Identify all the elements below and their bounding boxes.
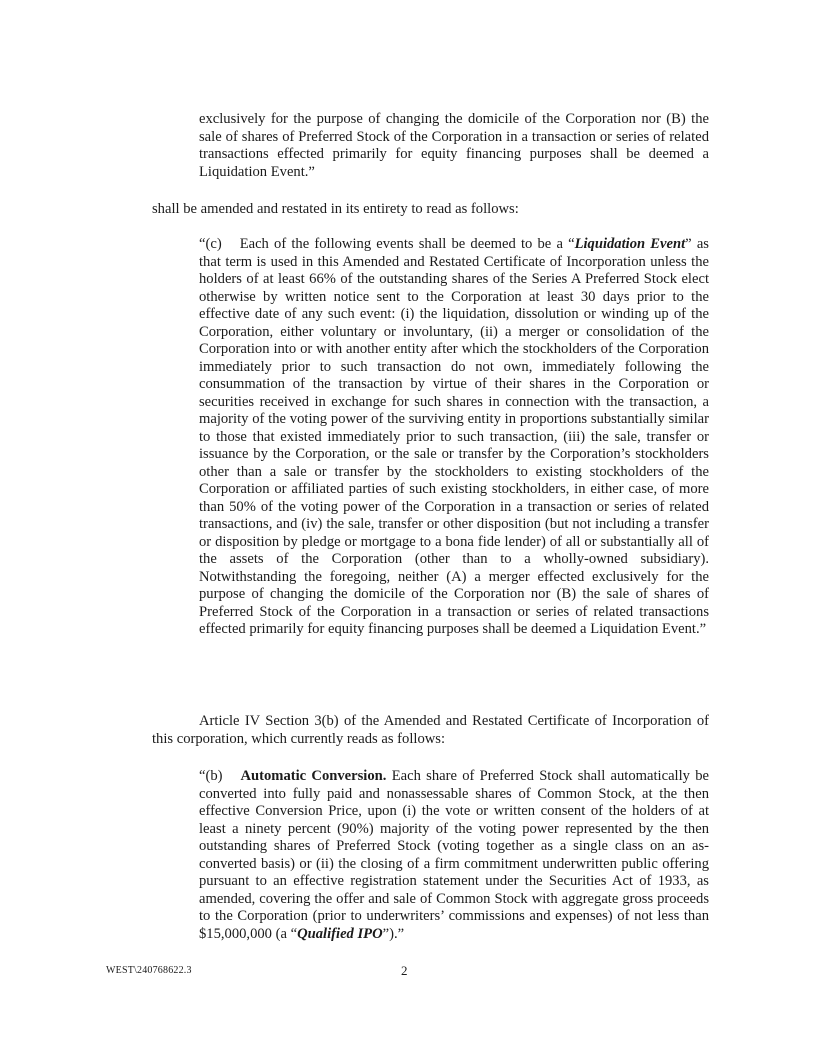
- paragraph-section-b: [199, 768, 709, 943]
- footer-document-id: WEST\240768622.3: [106, 965, 192, 976]
- section-c-marker: “(c): [199, 236, 222, 252]
- section-c-lead: Each of the following events shall be deemed to be a “: [239, 236, 575, 252]
- paragraph-continuation: exclusively for the purpose of changing the domicile of the Corporation nor (B) the sale of shares of Preferred Stock of the Corporation in a transaction or series of related transactions effected primarily for equity financing purposes shall be deemed a Liquidation Event.”: [199, 111, 709, 180]
- defined-term-liquidation-event: Liquidation Event: [574, 236, 686, 252]
- section-b-marker: “(b): [199, 768, 223, 784]
- footer-page-number: 2: [401, 963, 408, 978]
- paragraph-article-iv-intro: Article IV Section 3(b) of the Amended and Restated Certificate of Incorporation of this corporation, which currently reads as follows:: [152, 713, 709, 747]
- section-b-body: Each share of Preferred Stock shall automatically be converted into fully paid and nonassessable shares of Common Stock, at the then effective Conversion Price, upon (i) the vote or written consent of the holders of at least a ninety percent (90%) majority of the voting power represented by the then outstanding shares of Preferred Stock (voting together as a single class on an as-converted basis) or (ii) the closing of a firm commitment underwritten public offering pursuant to an effective registration statement under the Securities Act of 1933, as amended, covering the offer and sale of Common Stock with aggregate gross proceeds to the Corporation (prior to underwriters’ commissions and expenses) of not less than $15,000,000 (a “: [199, 768, 709, 942]
- paragraph-section-c: [199, 236, 709, 639]
- paragraph-amendment-intro: shall be amended and restated in its entirety to read as follows:: [152, 201, 519, 217]
- section-b-close: ”).”: [382, 925, 405, 942]
- section-b-heading: Automatic Conversion.: [240, 768, 387, 784]
- section-c-body: ” as that term is used in this Amended and Restated Certificate of Incorporation unless the holders of at least 66% of the outstanding shares of the Series A Preferred Stock elect otherwise by written notice sent to the Corporation at least 30 days prior to the effective date of any such event: (i) the liquidation, dissolution or winding up of the Corporation, either voluntary or involuntary, (ii) a merger or consolidation of the Corporation into or with another entity after which the stockholders of the Corporation immediately prior to such transaction do not own, immediately following the consummation of the transaction by virtue of their shares in the Corporation or securities received in exchange for such shares in connection with the transaction, a majority of the voting power of the surviving entity in proportions substantially similar to those that existed immediately prior to such transaction, (iii) the sale, transfer or issuance by the Corporation, or the sale or transfer by the Corporation’s stockholders other than a sale or transfer by the stockholders to existing stockholders of the Corporation or affiliated parties of such existing stockholders, in either case, of more than 50% of the voting power of the Corporation in a transaction or series of related transactions, and (iv) the sale, transfer or other disposition (but not including a transfer or disposition by pledge or mortgage to a bona fide lender) of all or substantially all of the assets of the Corporation (other than to a wholly-owned subsidiary). Notwithstanding the foregoing, neither (A) a merger effected exclusively for the purpose of changing the domicile of the Corporation nor (B) the sale of shares of Preferred Stock of the Corporation in a transaction or series of related transactions effected primarily for equity financing purposes shall be deemed a Liquidation Event.”: [199, 236, 709, 637]
- defined-term-qualified-ipo: Qualified IPO: [297, 925, 383, 942]
